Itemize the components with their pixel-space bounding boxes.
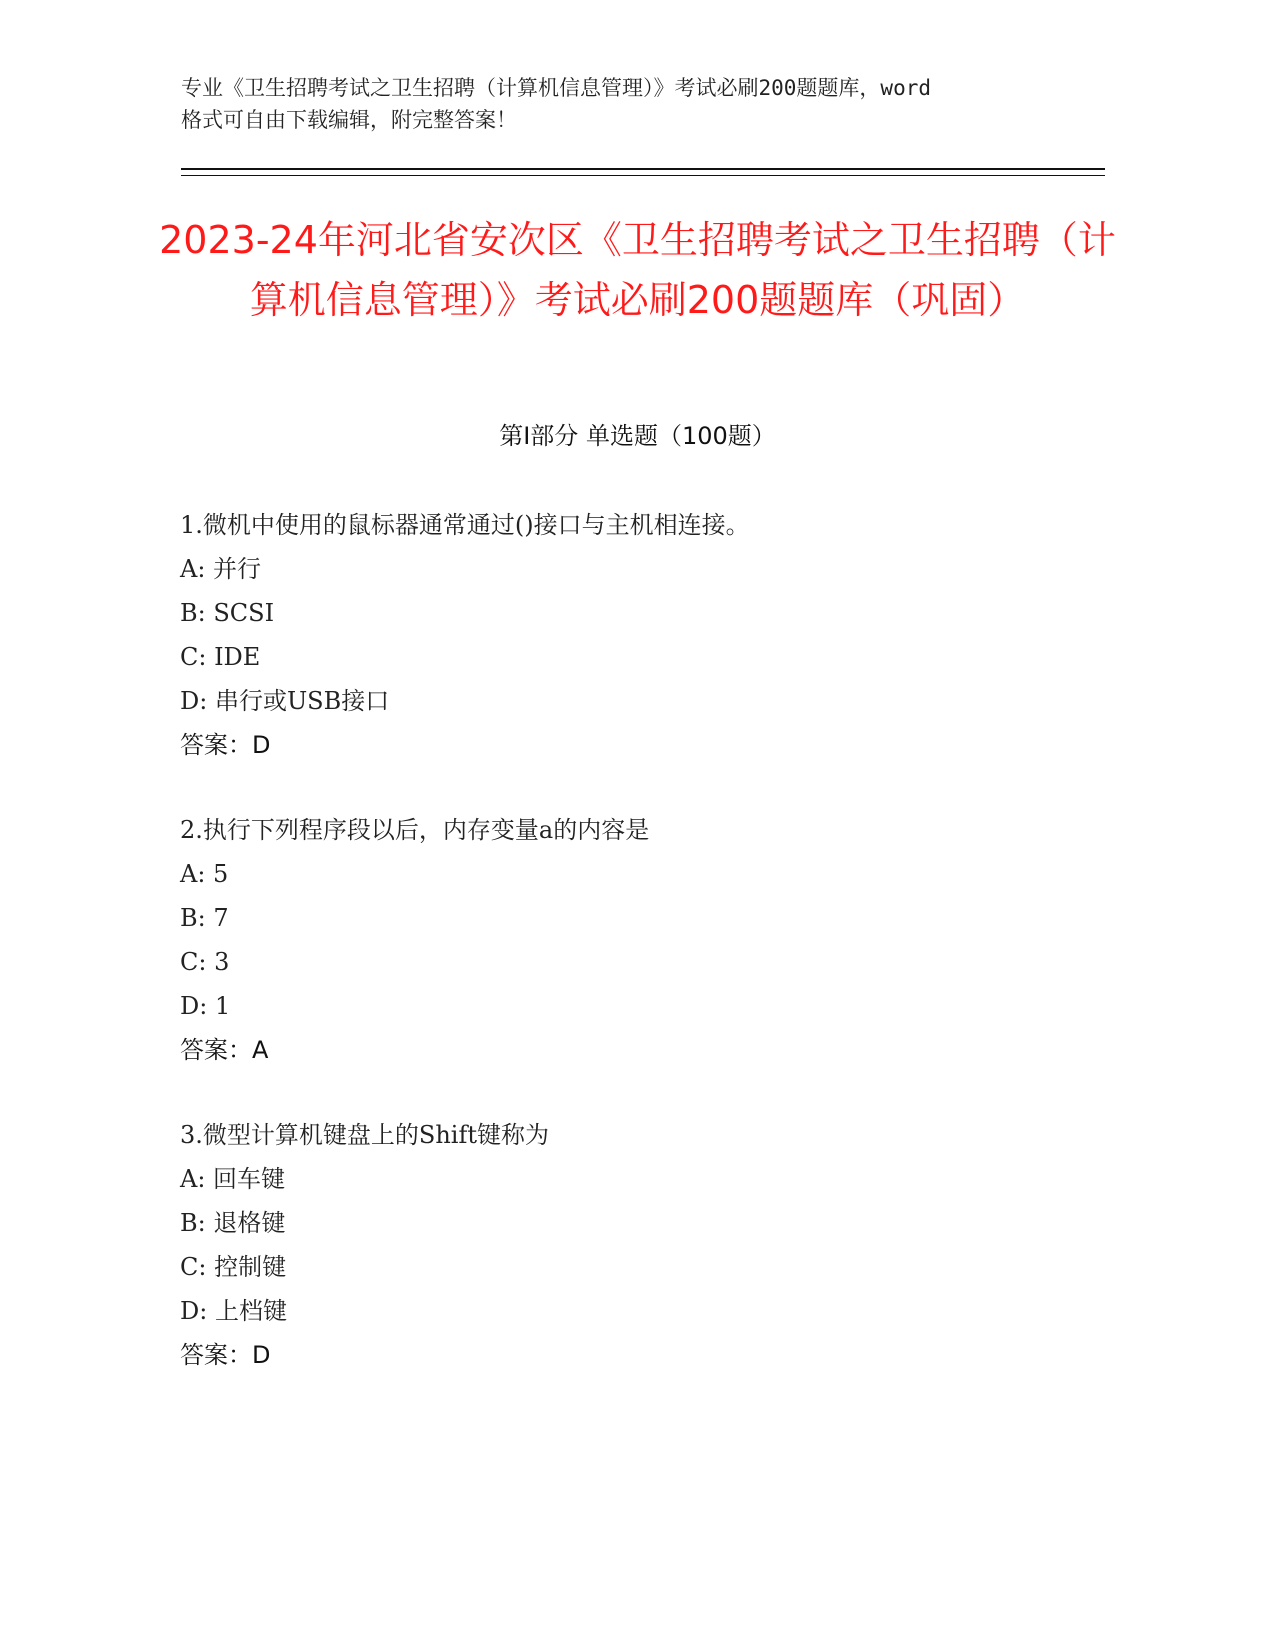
question-stem: 3.微型计算机键盘上的Shift键称为: [180, 1121, 549, 1149]
answer-line: 答案：D: [180, 731, 271, 759]
section-heading: 第Ⅰ部分 单选题（100题）: [499, 422, 776, 450]
question-stem: 2.执行下列程序段以后，内存变量a的内容是: [180, 816, 650, 844]
option-a: A: 并行: [180, 555, 262, 583]
header-divider-thin: [181, 175, 1105, 176]
answer-line: 答案：A: [180, 1036, 269, 1064]
option-b: B: 7: [180, 904, 229, 932]
answer-line: 答案：D: [180, 1341, 271, 1369]
header-note: 专业《卫生招聘考试之卫生招聘（计算机信息管理）》考试必刷200题题库，word 格式可自由下载编辑，附完整答案！: [181, 76, 931, 132]
option-d: D: 串行或USB接口: [180, 687, 390, 715]
question-block: [180, 503, 1080, 767]
question-block: [180, 1113, 1080, 1377]
question-stem: 1.微机中使用的鼠标器通常通过()接口与主机相连接。: [180, 511, 750, 539]
document-title: 2023-24年河北省安次区《卫生招聘考试之卫生招聘（计算机信息管理）》考试必刷200题题库（巩固）: [159, 218, 1116, 322]
option-a: A: 5: [180, 860, 229, 888]
option-b: B: 退格键: [180, 1209, 286, 1237]
question-block: [180, 808, 1080, 1072]
option-c: C: IDE: [180, 643, 261, 671]
header-divider-thick: [181, 168, 1105, 170]
option-b: B: SCSI: [180, 599, 275, 627]
option-c: C: 控制键: [180, 1253, 287, 1281]
option-d: D: 1: [180, 992, 231, 1020]
option-c: C: 3: [180, 948, 230, 976]
option-d: D: 上档键: [180, 1297, 287, 1325]
option-a: A: 回车键: [180, 1165, 286, 1193]
